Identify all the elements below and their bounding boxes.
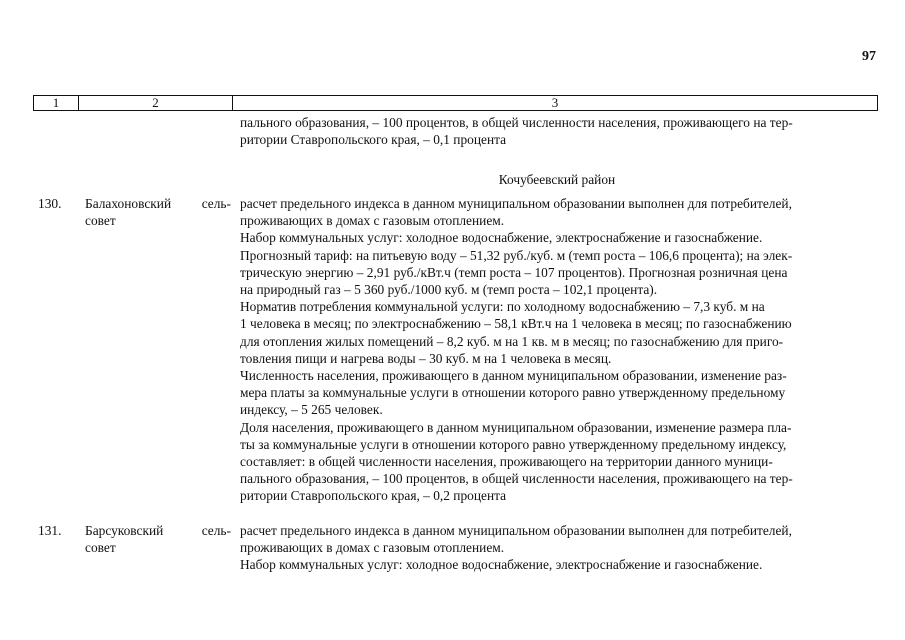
text-line: индексу, – 5 265 человек.	[240, 402, 383, 418]
text-line: проживающих в домах с газовым отоплением.	[240, 213, 505, 229]
entry-name-part: совет	[85, 540, 116, 556]
text-line: 1 человека в месяц; по электроснабжению – 58,1 кВт.ч на 1 человека в месяц; по газоснабжению	[240, 316, 792, 332]
text-line: Набор коммунальных услуг: холодное водоснабжение, электроснабжение и газоснабжение.	[240, 230, 763, 246]
text-line: мера платы за коммунальные услуги в отношении которого равно утвержденному предельному	[240, 385, 786, 401]
entry-name	[85, 522, 231, 556]
continuation-text	[240, 114, 874, 148]
text-line: для отопления жилых помещений – 8,2 куб. м на 1 кв. м в месяц; по газоснабжению для приго-	[240, 333, 784, 349]
entry-body	[240, 195, 874, 505]
text-line: Прогнозный тариф: на питьевую воду – 51,32 руб./куб. м (темп роста – 106,6 процента); на элек-	[240, 247, 793, 263]
text-line: расчет предельного индекса в данном муниципальном образовании выполнен для потребителей,	[240, 523, 792, 538]
text-line: Набор коммунальных услуг: холодное водоснабжение, электроснабжение и газоснабжение.	[240, 557, 763, 573]
text-line: Доля населения, проживающего в данном муниципальном образовании, изменение размера пла-	[240, 419, 792, 435]
text-line: трическую энергию – 2,91 руб./кВт.ч (темп роста – 107 процентов). Прогнозная розничная цена	[240, 264, 788, 280]
text-line: проживающих в домах с газовым отоплением.	[240, 540, 505, 556]
text-line: ритории Ставропольского края, – 0,1 процента	[240, 132, 507, 148]
text-line: товления пищи и нагрева воды – 30 куб. м на 1 человека в месяц.	[240, 350, 612, 366]
text-line: расчет предельного индекса в данном муниципальном образовании выполнен для потребителей,	[240, 196, 792, 211]
text-line: составляет: в общей численности населения, проживающего на территории данного муници-	[240, 454, 773, 470]
column-header-2: 2	[79, 96, 233, 110]
entry-body	[240, 522, 874, 574]
page-number: 97	[862, 49, 876, 64]
entry-name-part: сель-	[201, 196, 231, 211]
text-line: Норматив потребления коммунальной услуги: по холодному водоснабжению – 7,3 куб. м на	[240, 299, 765, 315]
entry-name-part: сель-	[201, 523, 231, 538]
text-line: ты за коммунальные услуги в отношении которого равно утвержденному предельному индексу,	[240, 436, 787, 452]
column-header-1: 1	[34, 96, 79, 110]
text-line: Численность населения, проживающего в данном муниципальном образовании, изменение раз-	[240, 368, 787, 384]
entry-name-part: Барсуковский	[85, 523, 164, 538]
text-line: ритории Ставропольского края, – 0,2 процента	[240, 488, 507, 504]
entry-name-part: совет	[85, 213, 116, 229]
column-header-row	[33, 95, 878, 111]
text-line: на природный газ – 5 360 руб./1000 куб. м (темп роста – 102,1 процента).	[240, 282, 658, 298]
column-header-3: 3	[551, 95, 559, 110]
entry-number: 130.	[38, 196, 62, 211]
entry-number: 131.	[38, 523, 62, 538]
text-line: пального образования, – 100 процентов, в общей численности населения, проживающего на тер-	[240, 115, 793, 130]
entry-name	[85, 195, 231, 229]
entry-name-part: Балахоновский	[85, 196, 172, 211]
text-line: пального образования, – 100 процентов, в общей численности населения, проживающего на тер-	[240, 471, 793, 487]
district-title: Кочубеевский район	[498, 172, 616, 187]
